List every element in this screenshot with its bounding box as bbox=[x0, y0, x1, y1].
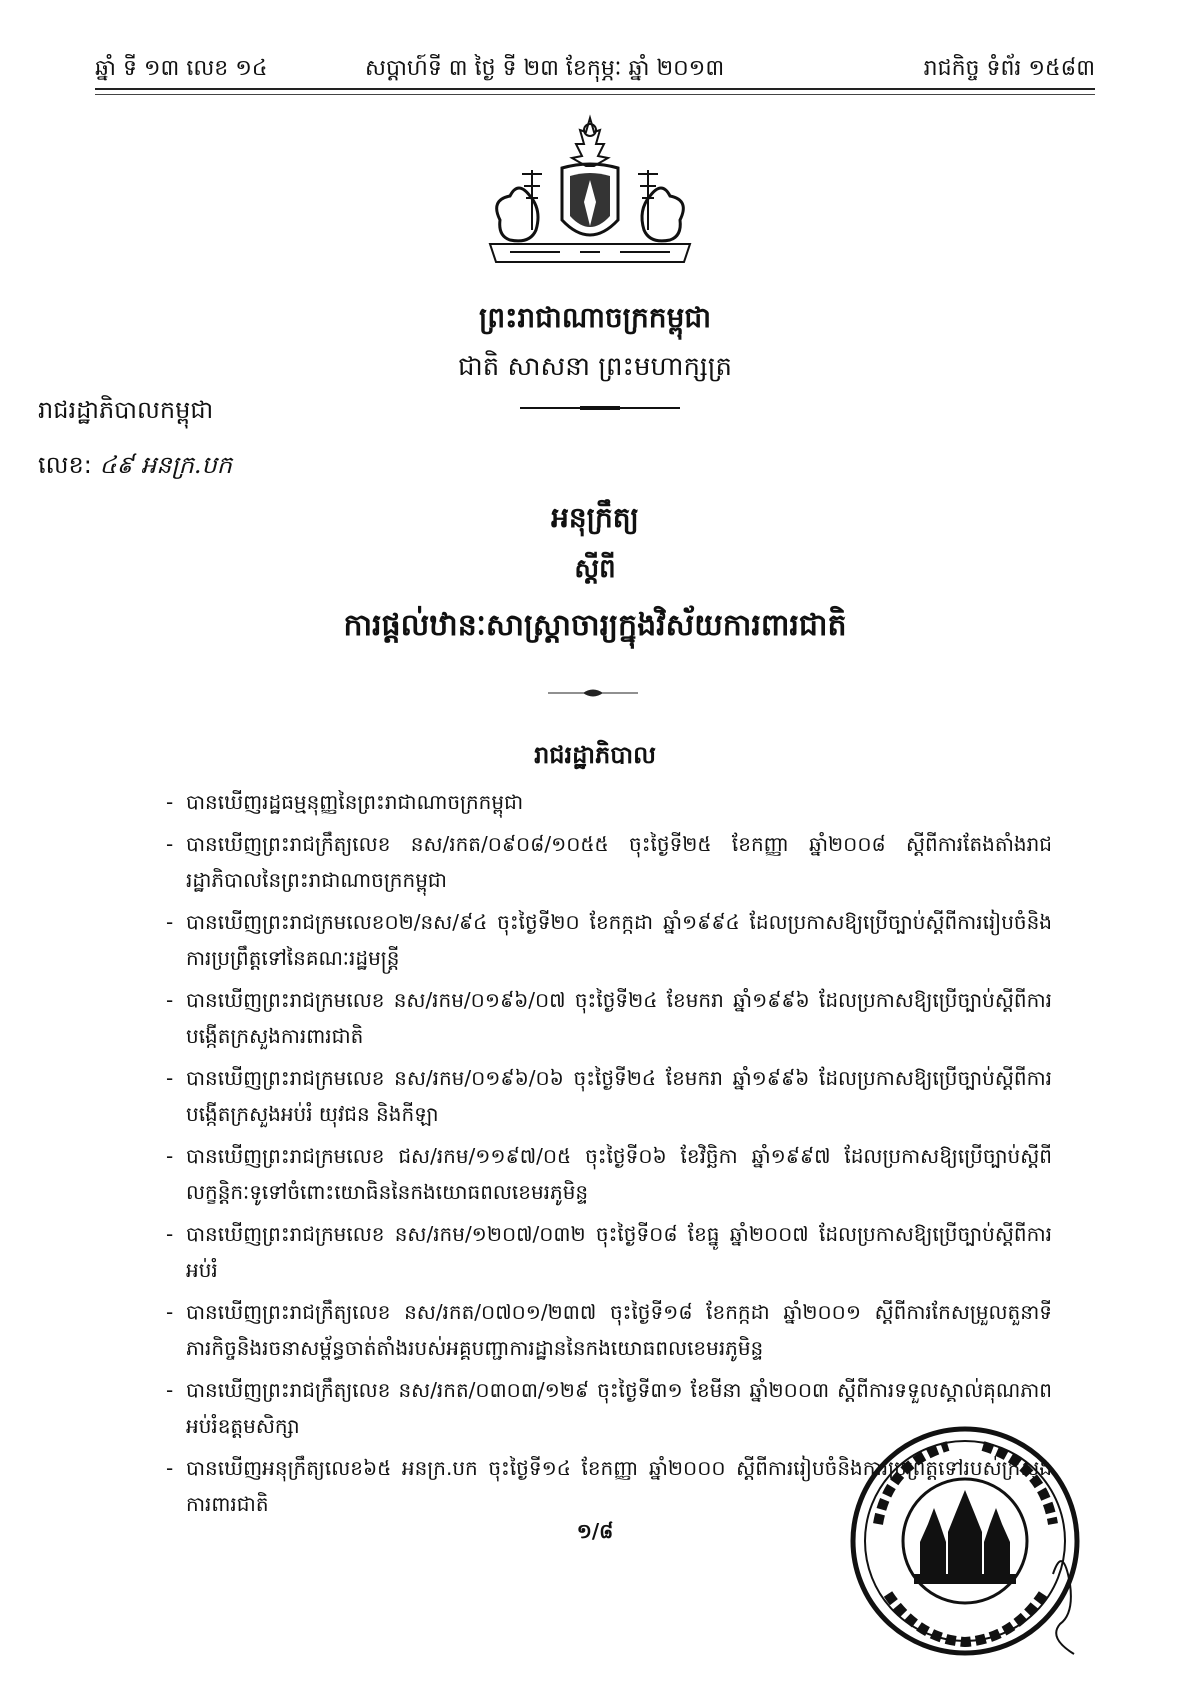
preamble-list bbox=[172, 784, 1052, 1528]
number-value: ៤៩ អនក្រ.បក bbox=[99, 451, 232, 479]
gazette-date: សប្តាហ៍ទី ៣ ថ្ងៃ ទី ២៣ ខែកុម្ភៈ ឆ្នាំ ២០១៣ bbox=[365, 56, 725, 81]
gazette-page: រាជកិច្ច ទំព័រ ១៥៨៣ bbox=[923, 56, 1095, 81]
small-ornament-icon bbox=[548, 688, 638, 698]
government-label: រាជរដ្ឋាភិបាលកម្ពុជា bbox=[38, 396, 214, 424]
list-item: - បានឃើញព្រះរាជក្រមលេខ នស/រកម/០១៩៦/០៦ ចុះថ្ងៃទី២៤ ខែមករា ឆ្នាំ១៩៩៦ ដែលប្រកាសឱ្យប្រើច្បាប់ស្តីពីការបង្កើតក្រសួងអប់រំ យុវជន និងកីឡា bbox=[172, 1060, 1052, 1132]
list-item: - បានឃើញព្រះរាជក្រមលេខ នស/រកម/១២០៧/០៣២ ចុះថ្ងៃទី០៨ ខែធ្នូ ឆ្នាំ២០០៧ ដែលប្រកាសឱ្យប្រើច្បាប់ស្តីពីការអប់រំ bbox=[172, 1216, 1052, 1288]
royal-coat-of-arms-icon bbox=[470, 110, 710, 280]
list-item: - បានឃើញព្រះរាជក្រឹត្យលេខ នស/រកត/០៣០៣/១២៩ ចុះថ្ងៃទី៣១ ខែមីនា ឆ្នាំ២០០៣ ស្តីពីការទទួលស្គាល់គុណភាពអប់រំឧត្តមសិក្សា bbox=[172, 1372, 1052, 1444]
gazette-issue: ឆ្នាំ ទី ១៣ លេខ ១៤ bbox=[95, 56, 268, 81]
document-type-title: អនុក្រឹត្យ bbox=[551, 501, 639, 534]
kingdom-title: ព្រះរាជាណាចក្រកម្ពុជា bbox=[478, 301, 711, 334]
list-item: - បានឃើញព្រះរាជក្រឹត្យលេខ នស/រកត/០៧០១/២៣៧ ចុះថ្ងៃទី១៨ ខែកក្កដា ឆ្នាំ២០០១ ស្តីពីការកែសម្រួលតួនាទីភារកិច្ចនិងរចនាសម្ព័ន្ធចាត់តាំងរបស់អគ្គបញ្ជាការដ្ឋាននៃកងយោធពលខេមរភូមិន្ទ bbox=[172, 1294, 1052, 1366]
list-item: - បានឃើញអនុក្រឹត្យលេខ៦៥ អនក្រ.បក ចុះថ្ងៃទី១៤ ខែកញ្ញា ឆ្នាំ២០០០ ស្តីពីការរៀបចំនិងការប្រព្រឹត្តទៅរបស់ក្រសួងការពារជាតិ bbox=[172, 1450, 1052, 1522]
list-item: - បានឃើញព្រះរាជក្រមលេខ នស/រកម/០១៩៦/០៧ ចុះថ្ងៃទី២៤ ខែមករា ឆ្នាំ១៩៩៦ ដែលប្រកាសឱ្យប្រើច្បាប់ស្តីពីការបង្កើតក្រសួងការពារជាតិ bbox=[172, 982, 1052, 1054]
divider-ornament-icon bbox=[520, 406, 680, 410]
header-divider-thin bbox=[95, 94, 1095, 95]
list-item: - បានឃើញព្រះរាជក្រមលេខ ជស/រកម/១១៩៧/០៥ ចុះថ្ងៃទី០៦ ខែវិច្ឆិកា ឆ្នាំ១៩៩៧ ដែលប្រកាសឱ្យប្រើច្បាប់ស្តីពីលក្ខន្តិកៈទូទៅចំពោះយោធិននៃកងយោធពលខេមរភូមិន្ទ bbox=[172, 1138, 1052, 1210]
document-subject-title: ការផ្តល់ឋានៈសាស្ត្រាចារ្យក្នុងវិស័យការពារជាតិ bbox=[343, 608, 847, 643]
official-seal-icon bbox=[848, 1424, 1083, 1659]
header-divider bbox=[95, 88, 1095, 90]
gazette-header bbox=[95, 48, 1095, 88]
list-item: - បានឃើញរដ្ឋធម្មនុញ្ញនៃព្រះរាជាណាចក្រកម្ពុជា bbox=[172, 784, 1052, 820]
document-number bbox=[38, 450, 232, 485]
national-motto: ជាតិ សាសនា ព្រះមហាក្សត្រ bbox=[458, 352, 732, 382]
page-number: ១/៨ bbox=[576, 1519, 614, 1543]
government-heading: រាជរដ្ឋាភិបាល bbox=[534, 741, 656, 769]
list-item: - បានឃើញព្រះរាជក្រមលេខ០២/នស/៩៤ ចុះថ្ងៃទី២០ ខែកក្កដា ឆ្នាំ១៩៩៤ ដែលប្រកាសឱ្យប្រើច្បាប់ស្តីពីការរៀបចំនិងការប្រព្រឹត្តទៅនៃគណៈរដ្ឋមន្ត្រី bbox=[172, 904, 1052, 976]
list-item: - បានឃើញព្រះរាជក្រឹត្យលេខ នស/រកត/០៩០៨/១០៥៥ ចុះថ្ងៃទី២៥ ខែកញ្ញា ឆ្នាំ២០០៨ ស្តីពីការតែងតាំងរាជរដ្ឋាភិបាលនៃព្រះរាជាណាចក្រកម្ពុជា bbox=[172, 826, 1052, 898]
number-label: លេខ: bbox=[38, 451, 92, 479]
document-subject-connector: ស្តីពី bbox=[574, 554, 616, 584]
